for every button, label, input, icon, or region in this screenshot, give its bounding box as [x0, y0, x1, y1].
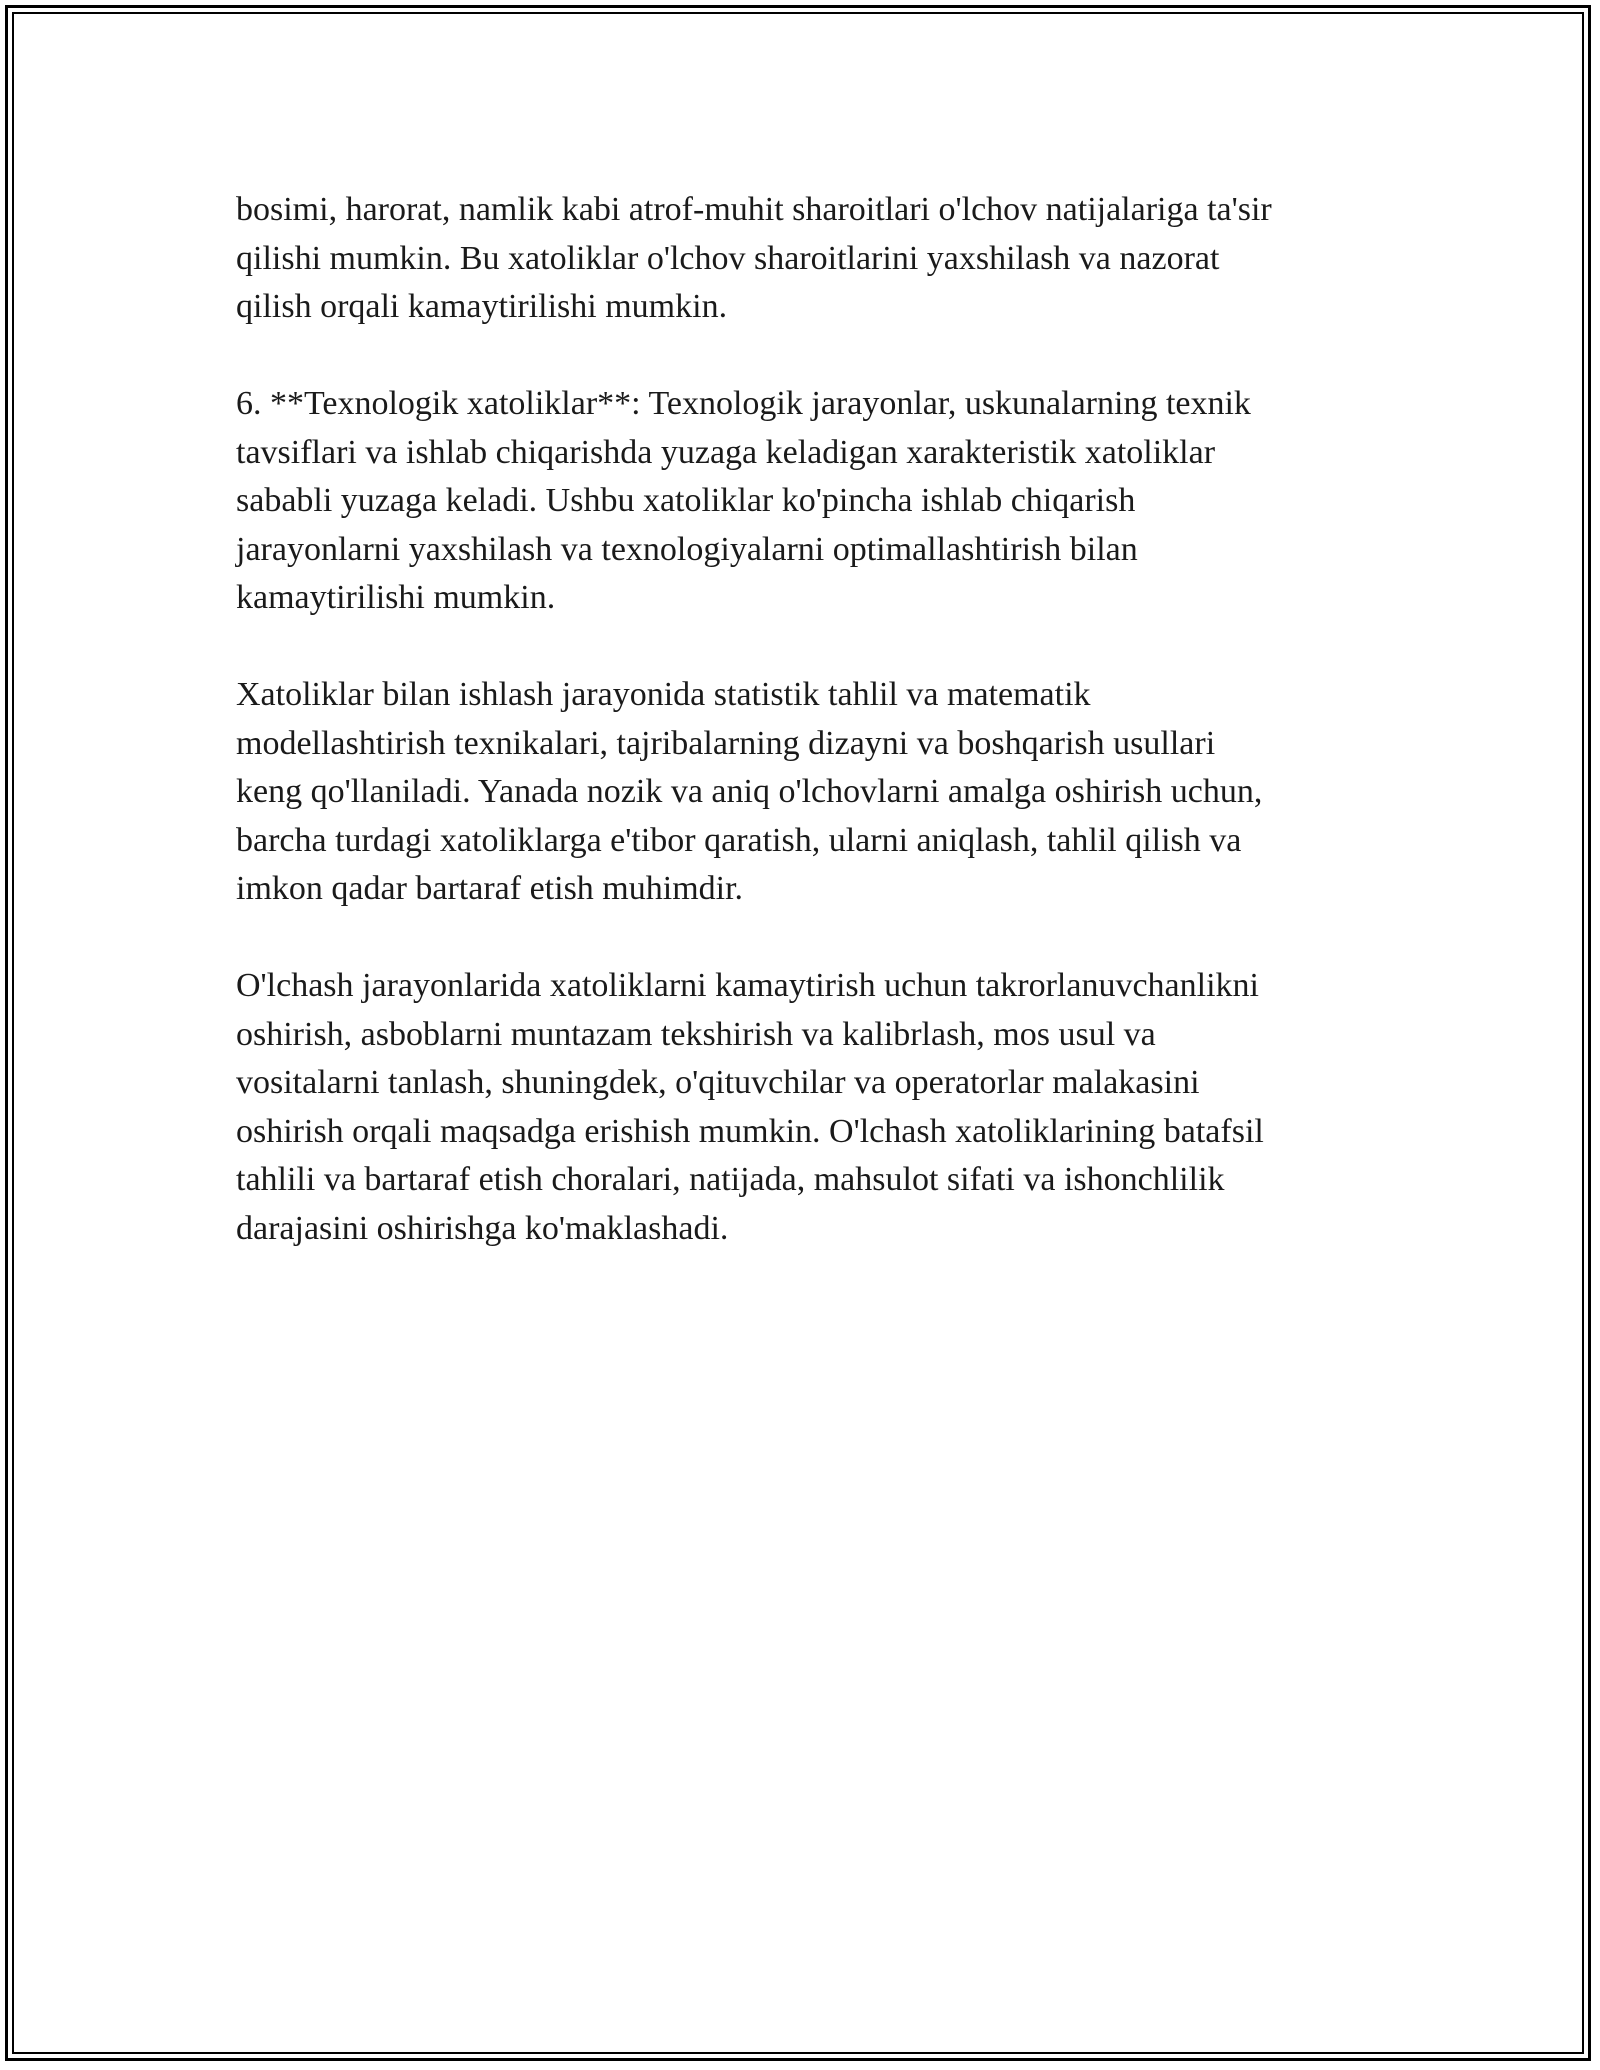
- document-body: [236, 186, 1360, 1302]
- paragraph-environmental-errors: bosimi, harorat, namlik kabi atrof-muhit sharoitlari o'lchov natijalariga ta'sir qilishi mumkin. Bu xatoliklar o'lchov sharoitlarini yaxshilash va nazorat qilish orqali kamaytirilishi mumkin.: [236, 191, 1272, 325]
- paragraph-error-handling: Xatoliklar bilan ishlash jarayonida statistik tahlil va matematik modellashtirish texnikalari, tajribalarning dizayni va boshqarish usullari keng qo'llaniladi. Yanada nozik va aniq o'lchovlarni amalga oshirish uchun, barcha turdagi xatoliklarga e'tibor qaratish, ularni aniqlash, tahlil qilish va imkon qadar bartaraf etish muhimdir.: [236, 676, 1263, 907]
- paragraph-technological-errors: 6. **Texnologik xatoliklar**: Texnologik jarayonlar, uskunalarning texnik tavsiflari va ishlab chiqarishda yuzaga keladigan xarakteristik xatoliklar sababli yuzaga keladi. Ushbu xatoliklar ko'pincha ishlab chiqarish jarayonlarni yaxshilash va texnologiyalarni optimallashtirish bilan kamaytirilishi mumkin.: [236, 385, 1251, 616]
- paragraph-error-reduction: O'lchash jarayonlarida xatoliklarni kamaytirish uchun takrorlanuvchanlikni oshirish, asboblarni muntazam tekshirish va kalibrlash, mos usul va vositalarni tanlash, shuningdek, o'qituvchilar va operatorlar malakasini oshirish orqali maqsadga erishish mumkin. O'lchash xatoliklarining batafsil tahlili va bartaraf etish choralari, natijada, mahsulot sifati va ishonchlilik darajasini oshirishga ko'maklashadi.: [236, 967, 1264, 1247]
